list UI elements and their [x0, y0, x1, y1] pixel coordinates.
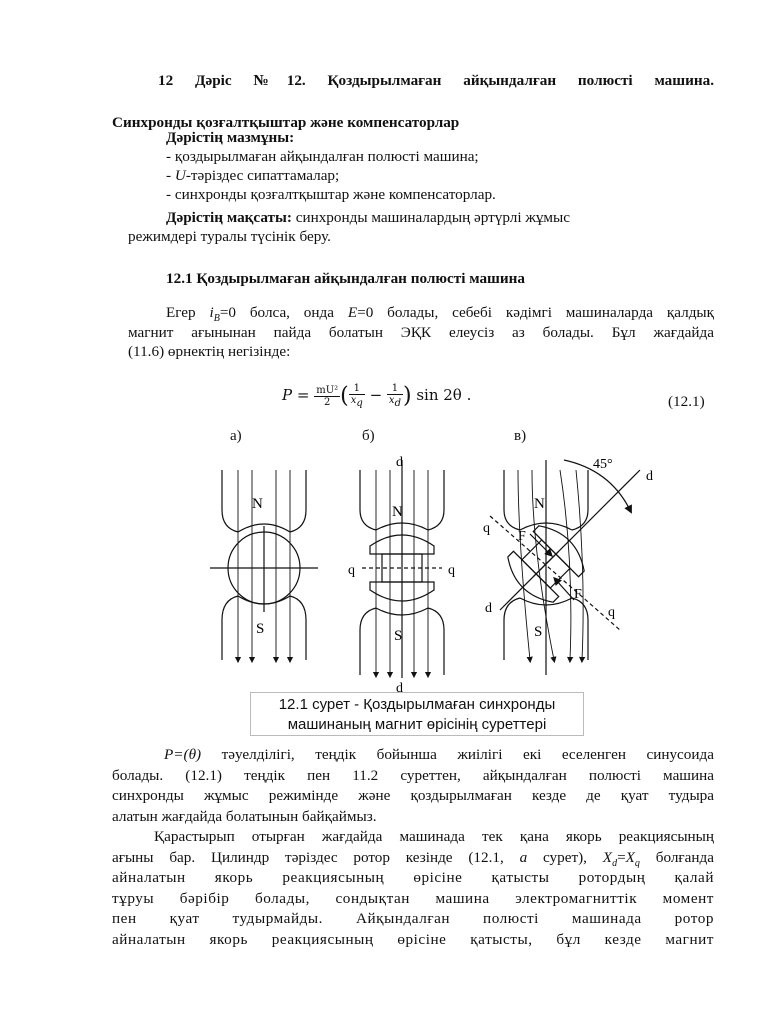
figure-b: [360, 460, 444, 678]
para2-line-5: Қарастырып отырған жағдайда машинада тек қана якорь реакциясының: [154, 828, 714, 845]
u-letter: U: [174, 167, 186, 184]
paragraph-2: [112, 745, 714, 950]
figure-caption: [250, 692, 584, 736]
pole-n-b: N: [392, 504, 403, 520]
purpose-text-1: синхронды машиналардың әртүрлі жұмыс: [295, 209, 570, 226]
contents-item-3: - синхронды қозғалтқыштар және компенсаторлар.: [166, 186, 496, 203]
para1-line-2: магнит ағынынан пайда болатын ЭҚК елеусіз аз болады. Бұл жағдайда: [128, 323, 714, 341]
para1-line-1: [128, 303, 714, 323]
contents-item-2-text: -тәріздес сипаттамалар;: [185, 167, 340, 184]
minus-sign: −: [369, 386, 383, 404]
para2-line-4: алатын жағдайда болатынын байқаймыз.: [112, 807, 377, 825]
axis-d-b-bottom: d: [396, 681, 403, 695]
caption-line-1: 12.1 сурет - Қоздырылмаған синхронды: [278, 696, 556, 713]
contents-item-2: - U-тәріздес сипаттамалар;: [166, 167, 340, 184]
frac-den: [349, 395, 365, 409]
eq: =: [617, 848, 626, 866]
sub-d: d: [612, 857, 618, 868]
pole-n-a: N: [252, 496, 263, 512]
frac-num: 1: [387, 383, 403, 395]
caption-line-2: машинаның магнит өрісінің суреттері: [287, 716, 547, 733]
purpose-heading: Дәрістің мақсаты:: [166, 209, 292, 226]
text: =0 болса, онда: [219, 304, 348, 321]
angle-label: 45°: [593, 457, 613, 472]
lecture-title: [112, 70, 714, 133]
figure-label-a: а): [230, 428, 242, 444]
p-theta: P=(θ): [164, 746, 202, 763]
formula-subscript: d: [394, 398, 401, 409]
axis-d-c-top: d: [646, 469, 653, 484]
para2-line-8: тұруы бәрібір болады, сондықтан машина электромагниттік момент: [112, 889, 714, 907]
pole-s-a: S: [256, 621, 265, 637]
figure-label-b: б): [362, 428, 375, 444]
contents-block: [166, 128, 714, 204]
section-heading: 12.1 Қоздырылмаған айқындалған полюсті машина: [166, 270, 525, 287]
para1-line-3: (11.6) өрнектің негізінде:: [128, 343, 291, 360]
pole-n-c: N: [534, 496, 545, 512]
text: =0 болады, себебі кәдімгі машиналарда қалдық: [357, 304, 714, 321]
para2-line-7: айналатын якорь реакциясының өрісіне қатысты ротордың қалай: [112, 869, 714, 886]
var-e: E: [347, 304, 358, 321]
purpose-line-1: [128, 208, 714, 227]
purpose-block: [128, 208, 714, 246]
pole-s-b: S: [394, 628, 403, 644]
para2-line-6: [112, 848, 714, 869]
formula-tail: sin 2θ .: [416, 386, 472, 404]
force-f-2: F: [574, 587, 582, 602]
title-line-2: Синхронды қозғалтқыштар және компенсаторлар: [112, 114, 460, 131]
figure-label-c: в): [514, 428, 527, 444]
x-var: X: [625, 848, 635, 866]
contents-heading: Дәрістің мазмұны:: [166, 129, 295, 146]
xd: $x_d$: [388, 395, 401, 409]
para2-wide-lines: [112, 868, 714, 950]
purpose-line-2: режимдері туралы түсінік беру.: [128, 228, 331, 245]
frac-den: [387, 395, 403, 409]
fraction-mu2: [314, 385, 340, 408]
axis-q-b-left: q: [348, 563, 355, 578]
text: сурет),: [527, 848, 603, 866]
paren-close: ): [402, 383, 412, 409]
fraction-xq: [349, 383, 365, 409]
title-line-1: 12 Дәріс №12. Қоздырылмаған айқындалған полюсті машина.: [158, 72, 714, 89]
frac-num: mU²: [316, 384, 339, 396]
formula-number: (12.1): [668, 393, 705, 410]
para2-line-9: пен қуат тудырмайды. Айқындалған полюсті машинада ротор: [112, 910, 714, 927]
paren-open: (: [340, 383, 349, 409]
frac-den: 2: [323, 396, 331, 408]
frac-num: 1: [349, 383, 365, 395]
italic-a: а: [519, 848, 528, 866]
text: Егер: [166, 304, 210, 321]
formula-12-1: [282, 383, 471, 409]
formula-subscript: q: [356, 398, 363, 409]
para2-line-3: синхронды жұмыс режимінде және қоздырылмаған кезде де қуат тудыра: [112, 787, 714, 804]
figure-magnetic-field: [200, 450, 670, 695]
sub-b: B: [213, 313, 220, 323]
text: болғанда: [639, 848, 714, 866]
para2-line-10: айналатын якорь реакциясының өрісіне қатысты, бұл кезде магнит: [112, 930, 714, 948]
axis-q-c-right: q: [608, 605, 615, 620]
fraction-xd: [387, 383, 403, 409]
figure-c: [490, 460, 640, 675]
sub-q: q: [634, 857, 640, 868]
axis-d-b-top: d: [396, 455, 403, 470]
axis-q-b-right: q: [448, 563, 455, 578]
pole-s-c: S: [534, 624, 543, 640]
xq: $x_q$: [350, 395, 363, 409]
text: тәуелділігі, теңдік бойынша жиілігі екі еселенген синусоида: [201, 746, 714, 763]
axis-d-c-bottom: d: [485, 601, 492, 616]
para2-line-2: болады. (12.1) теңдік пен 11.2 суреттен, айқындалған полюсті машина: [112, 766, 714, 784]
contents-item-1: - қоздырылмаған айқындалған полюсті машина;: [166, 148, 479, 165]
paragraph-1: [128, 303, 714, 362]
x-var: X: [602, 848, 613, 866]
formula-lhs: P =: [282, 386, 310, 404]
axis-q-c-left: q: [483, 521, 490, 536]
force-f-1: F: [518, 529, 526, 544]
var-i: i: [209, 304, 214, 321]
text: ағыны бар. Цилиндр тәріздес ротор кезінде (12.1,: [112, 848, 520, 866]
para2-line-1: [112, 745, 714, 766]
